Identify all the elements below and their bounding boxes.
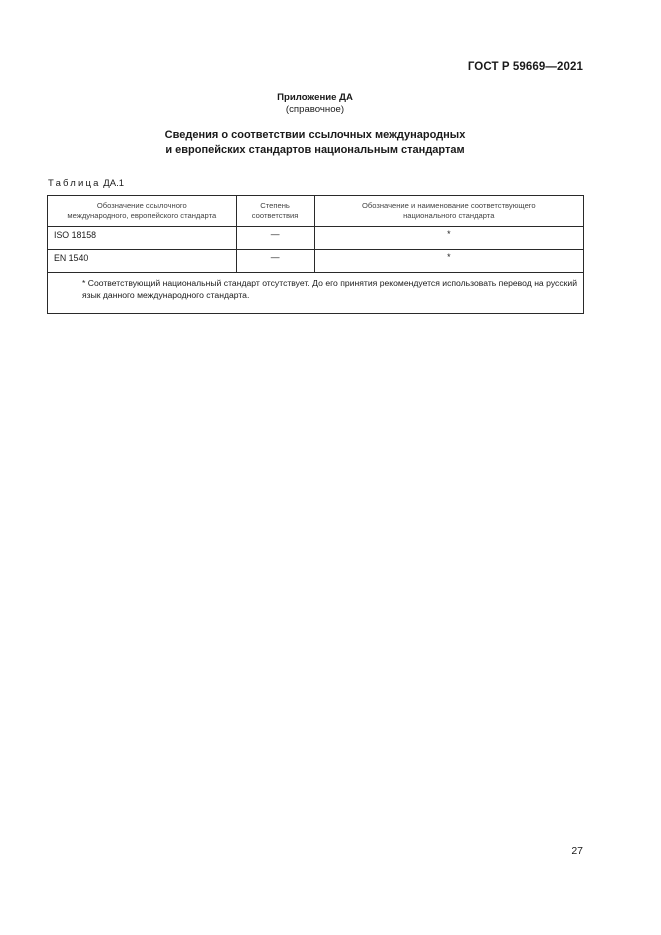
column-header-degree: [236, 196, 314, 227]
document-code: ГОСТ Р 59669—2021: [467, 61, 583, 73]
degree-cell: —: [236, 227, 314, 250]
column-header-reference-line-1: Обозначение ссылочного: [96, 201, 187, 210]
table-row: [48, 250, 584, 273]
appendix-heading: [0, 92, 630, 116]
appendix-note: (справочное): [285, 104, 345, 115]
main-title-line-2: и европейских стандартов национальным стандартам: [165, 144, 465, 156]
reference-standard-cell: EN 1540: [48, 250, 237, 273]
appendix-main-title: [0, 128, 630, 158]
national-standard-cell: *: [314, 250, 583, 273]
main-title-line-1: Сведения о соответствии ссылочных международных: [164, 129, 466, 141]
national-standard-cell: *: [314, 227, 583, 250]
column-header-degree-line-2: соответствия: [251, 211, 299, 220]
degree-cell: —: [236, 250, 314, 273]
table-caption-label: Таблица: [48, 178, 101, 189]
table-footnote-text: * Соответствующий национальный стандарт отсутствует. До его принятия рекомендуется использовать перевод на русский язык данного международного стандарта.: [82, 278, 577, 300]
table-row: [48, 227, 584, 250]
table-caption-number: ДА.1: [103, 178, 124, 189]
column-header-reference-line-2: международного, европейского стандарта: [67, 211, 217, 220]
column-header-reference-standard: [48, 196, 237, 227]
table-footnote: [48, 273, 584, 314]
reference-standard-cell: ISO 18158: [48, 227, 237, 250]
column-header-degree-line-1: Степень: [260, 201, 290, 210]
standards-correspondence-table: [47, 195, 584, 314]
column-header-national-line-1: Обозначение и наименование соответствующего: [361, 201, 536, 210]
appendix-title: Приложение ДА: [277, 92, 353, 103]
page-number: 27: [571, 845, 583, 857]
column-header-national-standard: [314, 196, 583, 227]
table-footnote-row: [48, 273, 584, 314]
column-header-national-line-2: национального стандарта: [403, 211, 495, 220]
table-caption: [48, 178, 124, 189]
table-header-row: [48, 196, 584, 227]
